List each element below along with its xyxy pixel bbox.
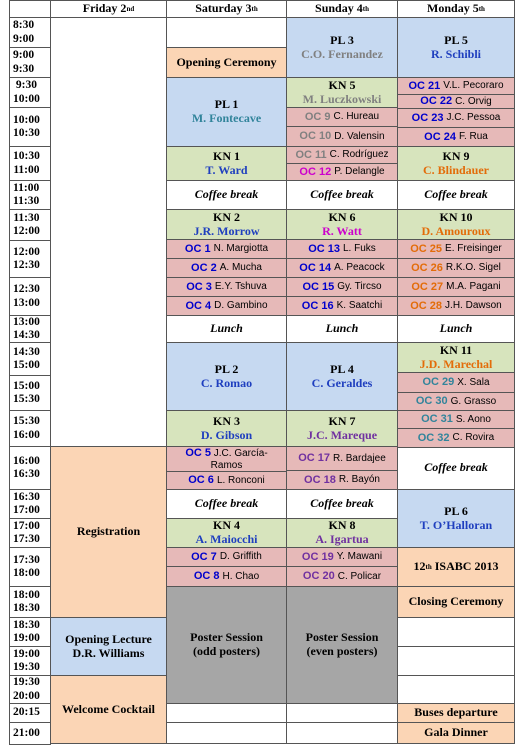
saturday-oc-code: OC 4 <box>185 299 212 312</box>
saturday-kn4: KN 4 A. Maiocchi <box>166 518 287 548</box>
sunday-lunch: Lunch <box>286 315 398 343</box>
time-slot-label: 20:15 <box>13 706 40 719</box>
time-slot <box>9 209 51 241</box>
monday-oc-noon-2 <box>397 277 515 297</box>
sunday-pl4: PL 4 C. Geraldes <box>286 342 398 411</box>
sunday-oc20: OC 20 C. Policar <box>286 566 398 587</box>
saturday-kn2: KN 2 J.R. Morrow <box>166 209 287 240</box>
sunday-oc18: OC 18 R. Bayón <box>286 470 398 490</box>
header-sunday: Sunday 4 th <box>286 0 398 18</box>
saturday-oc8: OC 8 H. Chao <box>166 566 287 587</box>
sunday-oc-speaker: K. Saatchi <box>336 300 383 312</box>
friday-registration: Registration <box>50 446 167 618</box>
sunday-oc-code: OC 13 <box>308 242 340 255</box>
time-slot-label: 12:00 12:30 <box>13 245 40 271</box>
sunday-oc-2 <box>286 277 398 297</box>
saturday-oc7: OC 7 D. Griffith <box>166 547 287 567</box>
sunday-kn6: KN 6 R. Watt <box>286 209 398 240</box>
saturday-oc6: OC 6 L. Ronconi <box>166 471 287 490</box>
time-slot <box>9 675 51 704</box>
saturday-coffee-break-1: Coffee break <box>166 180 287 210</box>
sunday-kn8: KN 8 A. Igartua <box>286 518 398 548</box>
monday-oc-noon-speaker: E. Freisinger <box>445 243 502 255</box>
sunday-oc10: OC 10 D. Valensin <box>286 126 398 147</box>
monday-oc-morning-0 <box>397 77 515 95</box>
monday-oc-afternoon-code: OC 29 <box>422 376 455 389</box>
time-slot <box>9 518 51 548</box>
monday-empty-row <box>397 617 515 647</box>
time-slot <box>9 722 51 745</box>
time-slot-label: 8:30 9:00 <box>13 19 35 45</box>
monday-oc-noon-0 <box>397 239 515 259</box>
time-slot-label: 13:00 14:30 <box>13 315 40 341</box>
time-slot-label: 15:00 15:30 <box>13 379 40 405</box>
time-slot <box>9 180 51 210</box>
sunday-coffee-break-1: Coffee break <box>286 180 398 210</box>
header-friday: Friday 2 nd <box>50 0 167 18</box>
time-slot-label: 16:00 16:30 <box>13 454 40 480</box>
monday-oc-noon-code: OC 27 <box>411 280 444 293</box>
saturday-lunch: Lunch <box>166 315 287 343</box>
time-slot <box>9 107 51 147</box>
sunday-empty-evening-1 <box>286 703 398 723</box>
time-slot <box>9 342 51 376</box>
monday-oc-noon-speaker: R.K.O. Sigel <box>445 262 501 274</box>
sunday-oc11: OC 11 C. Rodríguez <box>286 146 398 164</box>
saturday-oc-speaker: E.Y. Tshuva <box>214 281 267 293</box>
header-saturday: Saturday 3 th <box>166 0 287 18</box>
monday-oc-morning-code: OC 24 <box>424 130 456 143</box>
monday-oc-morning-speaker: F. Rua <box>458 131 488 143</box>
saturday-kn1: KN 1 T. Ward <box>166 146 287 181</box>
monday-oc-afternoon-speaker: C. Rovira <box>452 432 495 444</box>
sunday-oc-speaker: L. Fuks <box>343 243 376 255</box>
saturday-empty-evening-1 <box>166 703 287 723</box>
sunday-pl3: PL 3 C.O. Fernandez <box>286 17 398 78</box>
monday-oc-morning-speaker: C. Orvig <box>455 95 492 107</box>
saturday-oc-3 <box>166 296 287 316</box>
sunday-oc-code: OC 14 <box>299 261 332 274</box>
time-slot-label: 15:30 16:00 <box>13 415 40 441</box>
sunday-empty-evening-2 <box>286 722 398 744</box>
saturday-pl2: PL 2 C. Romao <box>166 342 287 411</box>
sunday-oc19: OC 19 Y. Mawani <box>286 547 398 567</box>
sunday-oc12: OC 12 P. Delangle <box>286 163 398 181</box>
saturday-oc-code: OC 3 <box>186 280 212 293</box>
sunday-oc-1 <box>286 258 398 278</box>
time-slot <box>9 77 51 108</box>
header-time <box>9 0 51 18</box>
saturday-oc-0 <box>166 239 287 259</box>
time-slot <box>9 240 51 278</box>
saturday-poster-session: Poster Session (odd posters) <box>166 586 287 704</box>
monday-gala-dinner: Gala Dinner <box>397 722 515 744</box>
time-slot-label: 19:00 19:30 <box>13 647 40 673</box>
sunday-oc-0 <box>286 239 398 259</box>
time-slot <box>9 547 51 587</box>
time-slot <box>9 277 51 316</box>
monday-pl6: PL 6 T. O’Halloran <box>397 489 515 548</box>
monday-oc-afternoon-speaker: S. Aono <box>455 413 491 425</box>
time-slot-label: 19:30 20:00 <box>13 676 40 702</box>
monday-oc-noon-speaker: M.A. Pagani <box>446 281 501 293</box>
friday-opening-lecture: Opening Lecture D.R. Williams <box>50 617 167 676</box>
time-slot <box>9 617 51 647</box>
time-slot-label: 18:00 18:30 <box>13 588 40 614</box>
monday-empty-row <box>397 675 515 704</box>
time-slot <box>9 17 51 48</box>
monday-oc-afternoon-3 <box>397 428 515 448</box>
monday-coffee-break-1: Coffee break <box>397 180 515 210</box>
saturday-kn3: KN 3 D. Gibson <box>166 410 287 447</box>
monday-oc-morning-3 <box>397 127 515 147</box>
saturday-empty-evening-2 <box>166 722 287 744</box>
time-slot <box>9 646 51 676</box>
time-slot <box>9 586 51 618</box>
monday-pl5: PL 5 R. Schibli <box>397 17 515 78</box>
monday-oc-morning-1 <box>397 94 515 109</box>
monday-kn11: KN 11 J.D. Marechal <box>397 342 515 373</box>
saturday-oc-speaker: A. Mucha <box>219 262 262 274</box>
saturday-oc5: OC 5 J.C. García- Ramos <box>166 446 287 472</box>
time-slot-label: 12:30 13:00 <box>13 283 40 309</box>
sunday-kn5: KN 5 M. Luczkowski <box>286 77 398 108</box>
monday-isabc-title: 12 th ISABC 2013 <box>397 547 515 587</box>
monday-oc-afternoon-code: OC 32 <box>417 431 450 444</box>
monday-oc-afternoon-speaker: G. Grasso <box>450 395 497 407</box>
monday-oc-afternoon-1 <box>397 392 515 411</box>
saturday-oc-speaker: D. Gambino <box>214 300 268 312</box>
time-slot <box>9 47 51 78</box>
time-slot-label: 18:30 19:00 <box>13 618 40 644</box>
time-slot <box>9 146 51 181</box>
time-slot-label: 10:30 11:00 <box>13 150 40 176</box>
sunday-oc-speaker: A. Peacock <box>334 262 385 274</box>
saturday-oc-1 <box>166 258 287 278</box>
sunday-oc-code: OC 15 <box>302 280 335 293</box>
sunday-poster-session: Poster Session (even posters) <box>286 586 398 704</box>
monday-closing-ceremony: Closing Ceremony <box>397 586 515 618</box>
saturday-oc-code: OC 1 <box>184 242 211 255</box>
monday-oc-noon-1 <box>397 258 515 278</box>
monday-kn9: KN 9 C. Blindauer <box>397 146 515 181</box>
time-slot-label: 9:30 10:00 <box>13 79 40 105</box>
time-slot <box>9 703 51 723</box>
time-slot-label: 21:00 <box>13 726 40 739</box>
sunday-oc17: OC 17 R. Bardajee <box>286 446 398 471</box>
monday-oc-noon-speaker: J.H. Dawson <box>445 300 502 312</box>
time-slot-label: 17:00 17:30 <box>13 519 40 545</box>
time-slot-label: 17:30 18:00 <box>13 553 40 579</box>
monday-oc-afternoon-2 <box>397 410 515 429</box>
monday-oc-noon-3 <box>397 296 515 316</box>
time-slot <box>9 315 51 343</box>
time-slot <box>9 489 51 519</box>
saturday-oc-speaker: N. Margiotta <box>213 243 269 255</box>
sunday-kn7: KN 7 J.C. Mareque <box>286 410 398 447</box>
monday-empty-row <box>397 646 515 676</box>
monday-oc-morning-code: OC 23 <box>411 111 444 124</box>
friday-welcome-cocktail: Welcome Cocktail <box>50 675 167 744</box>
sunday-oc-code: OC 16 <box>301 299 334 312</box>
monday-oc-afternoon-code: OC 31 <box>421 413 453 426</box>
saturday-pl1: PL 1 M. Fontecave <box>166 77 287 147</box>
time-slot-label: 10:00 10:30 <box>13 113 40 139</box>
monday-oc-morning-code: OC 21 <box>408 79 441 92</box>
time-slot-label: 11:00 11:30 <box>13 181 40 207</box>
time-slot-label: 9:00 9:30 <box>13 49 35 75</box>
monday-oc-noon-code: OC 28 <box>410 299 443 312</box>
saturday-empty-830 <box>166 17 287 48</box>
saturday-oc-code: OC 2 <box>191 261 217 274</box>
monday-oc-morning-speaker: J.C. Pessoa <box>446 112 501 124</box>
time-slot <box>9 410 51 447</box>
monday-oc-morning-speaker: V.L. Pecoraro <box>443 80 504 92</box>
saturday-opening-ceremony: Opening Ceremony <box>166 47 287 78</box>
sunday-oc9: OC 9 C. Hureau <box>286 107 398 127</box>
time-slot <box>9 446 51 490</box>
monday-oc-noon-code: OC 25 <box>410 242 443 255</box>
monday-oc-afternoon-0 <box>397 372 515 393</box>
monday-lunch: Lunch <box>397 315 515 343</box>
monday-oc-morning-code: OC 22 <box>420 95 453 108</box>
friday-empty-morning <box>50 17 167 447</box>
monday-kn10: KN 10 D. Amouroux <box>397 209 515 240</box>
time-slot-label: 14:30 15:00 <box>13 345 40 371</box>
time-slot-label: 11:30 12:00 <box>13 211 40 237</box>
monday-oc-afternoon-code: OC 30 <box>415 395 448 408</box>
time-slot-label: 16:30 17:00 <box>13 490 40 516</box>
monday-oc-noon-code: OC 26 <box>411 261 443 274</box>
time-slot <box>9 375 51 411</box>
monday-coffee-break-2: Coffee break <box>397 446 515 490</box>
sunday-oc-speaker: Gy. Tircso <box>337 281 382 293</box>
sunday-oc-3 <box>286 296 398 316</box>
monday-oc-afternoon-speaker: X. Sala <box>457 376 490 388</box>
monday-oc-morning-2 <box>397 108 515 128</box>
header-monday: Monday 5 th <box>397 0 515 18</box>
sunday-coffee-break-2: Coffee break <box>286 489 398 519</box>
monday-buses-departure: Buses departure <box>397 703 515 723</box>
saturday-oc-2 <box>166 277 287 297</box>
conference-schedule-table <box>9 0 515 744</box>
saturday-coffee-break-2: Coffee break <box>166 489 287 519</box>
